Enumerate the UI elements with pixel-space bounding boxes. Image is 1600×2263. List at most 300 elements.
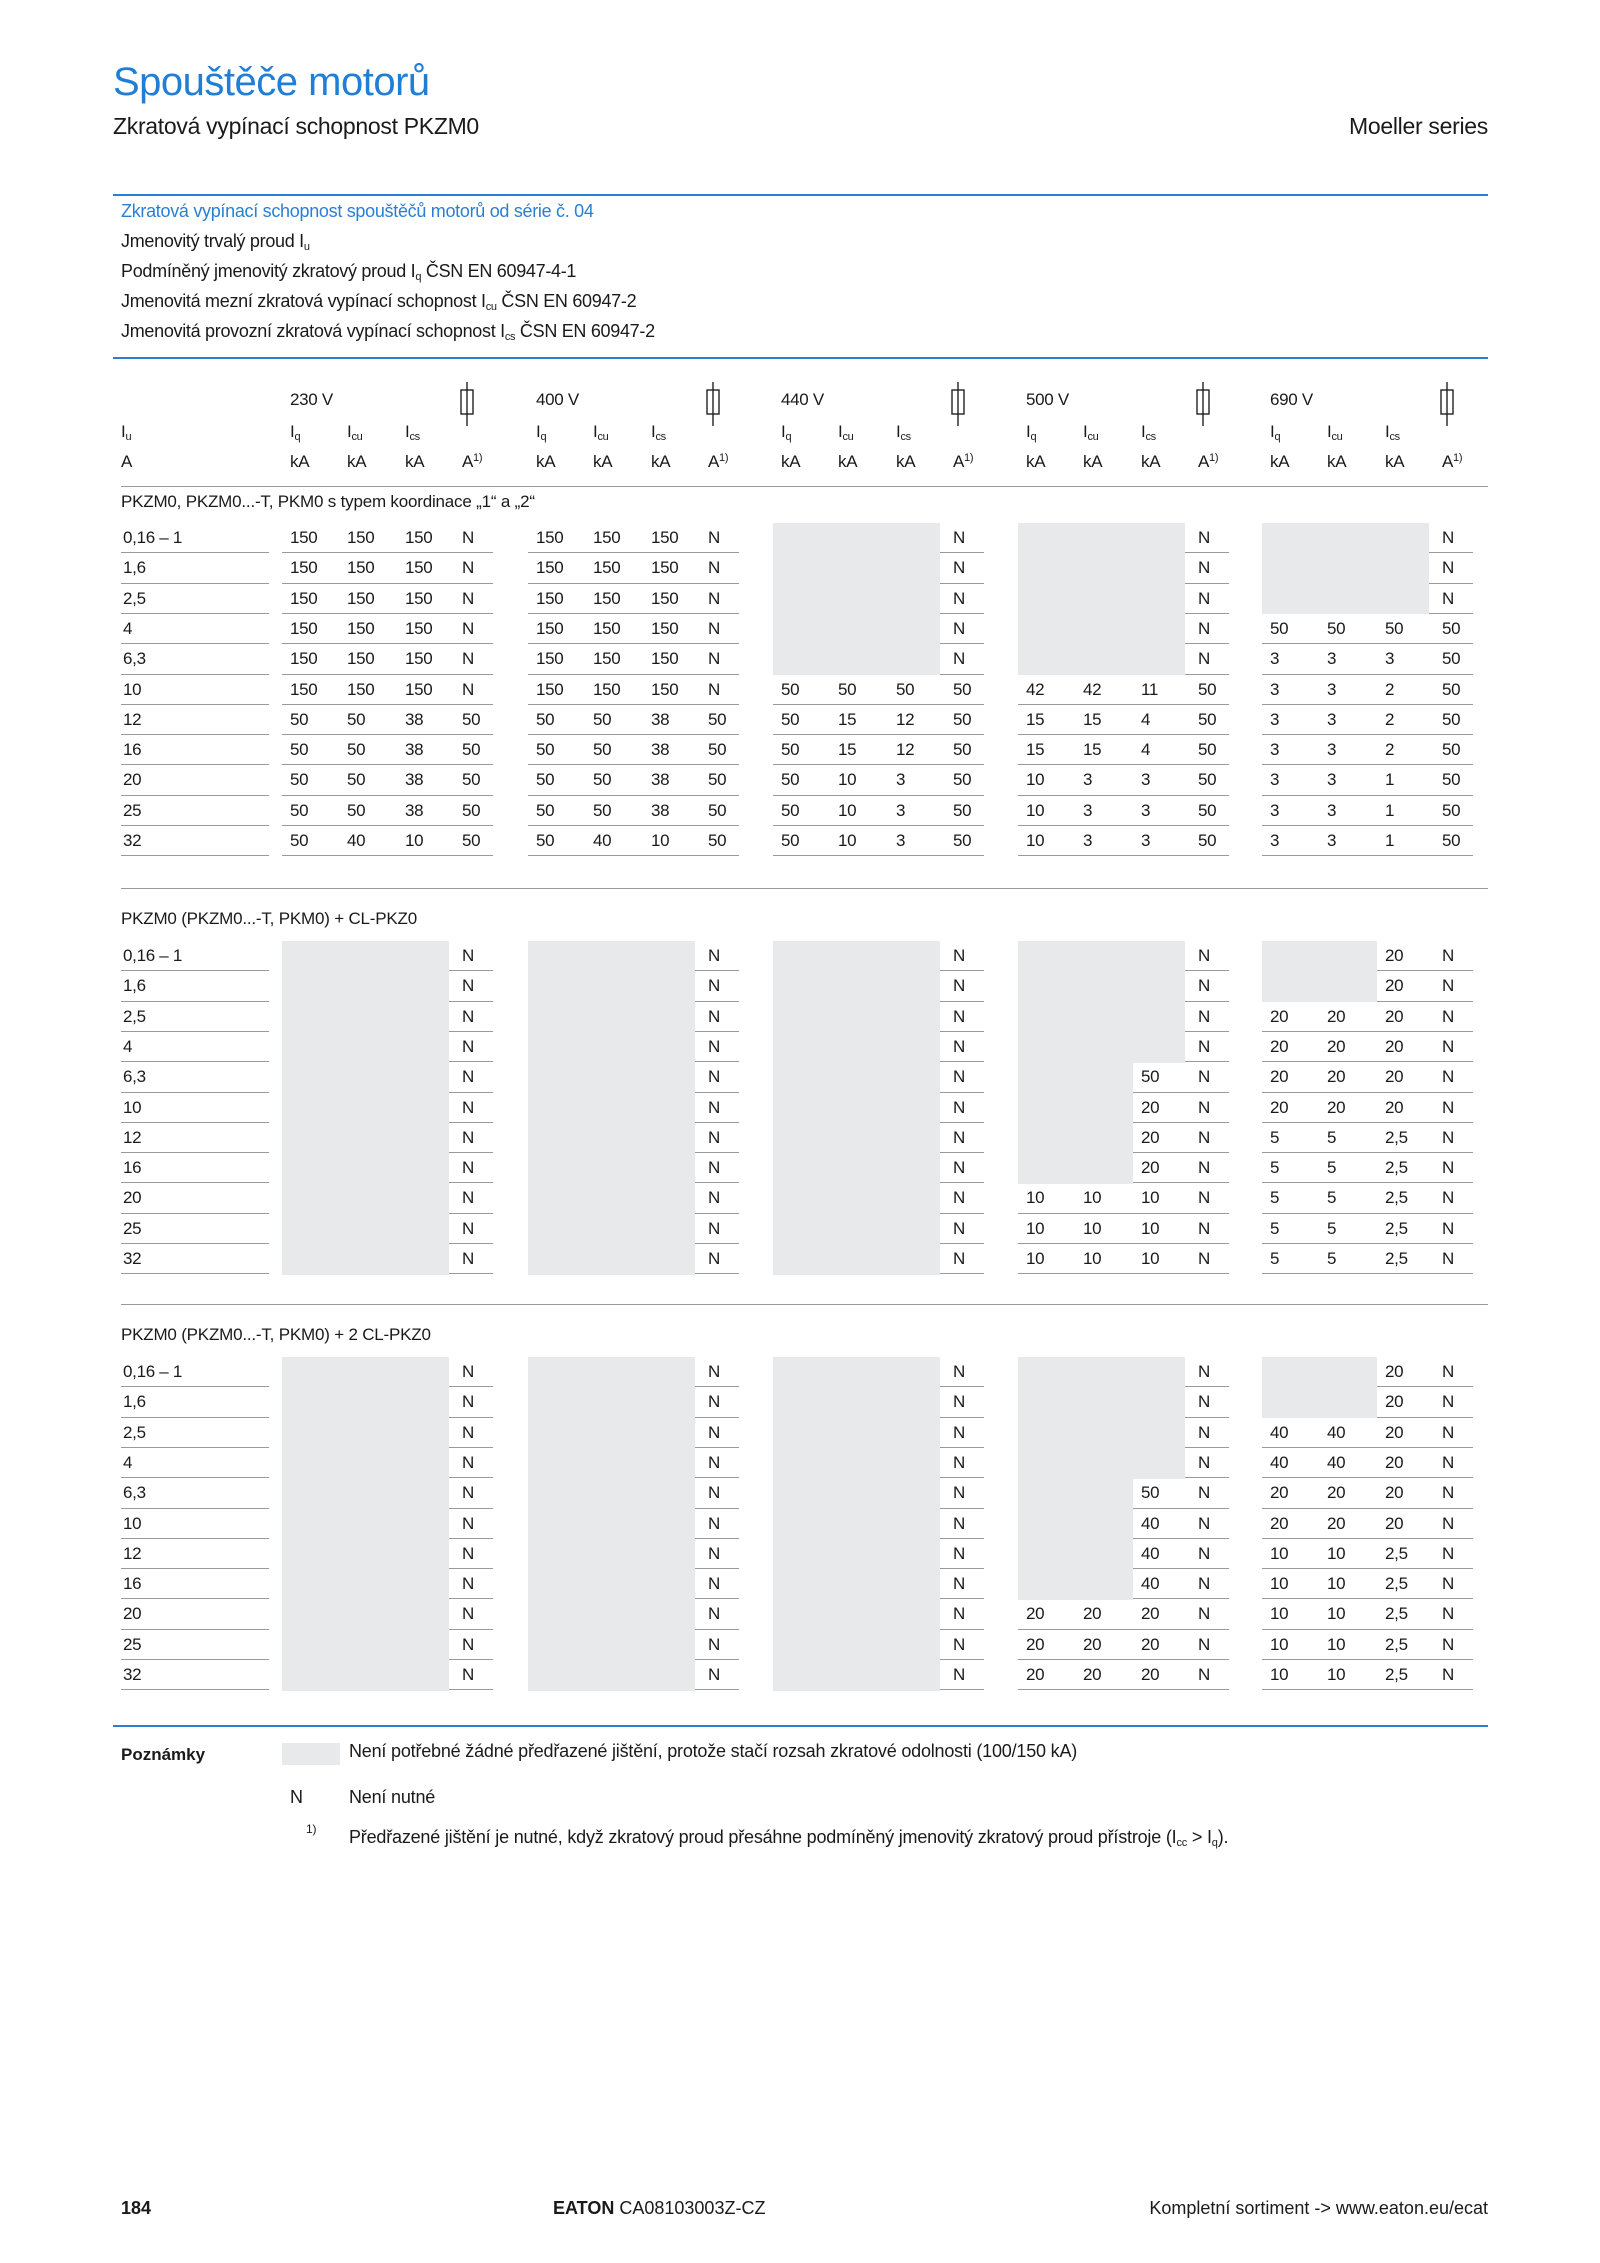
- table-cell: 150: [651, 649, 679, 669]
- shaded-cell: [773, 1599, 940, 1630]
- shaded-cell: [528, 1630, 695, 1661]
- table-cell: N: [708, 679, 720, 699]
- table-cell: 50: [347, 709, 366, 729]
- table-cell: 4: [1141, 740, 1151, 760]
- cell-rule: [940, 1689, 984, 1690]
- page-title: Spouštěče motorů: [113, 60, 430, 104]
- table-cell: 50: [708, 709, 727, 729]
- column-unit: kA: [1026, 452, 1046, 471]
- shaded-cell: [282, 1448, 449, 1479]
- table-cell: N: [953, 946, 965, 965]
- table-row-iu: 2,5: [123, 588, 146, 608]
- column-symbol: $I_{cu}$: [593, 422, 609, 443]
- shaded-cell: [773, 1509, 940, 1540]
- table-cell: N: [953, 1218, 965, 1238]
- voltage-header: 400 V: [536, 390, 579, 409]
- shaded-cell: [1262, 584, 1429, 615]
- shaded-cell: [282, 1214, 449, 1245]
- row-rule: [121, 1568, 269, 1569]
- table-cell: 50: [708, 800, 727, 820]
- table-row-iu: 16: [123, 740, 142, 760]
- table-cell: 150: [290, 528, 318, 547]
- table-cell: N: [462, 1127, 474, 1147]
- cell-rule: [1185, 855, 1229, 856]
- table-cell: N: [953, 1422, 965, 1442]
- table-cell: N: [708, 618, 720, 638]
- table-row-iu: 0,16 – 1: [123, 946, 183, 965]
- table-cell: 38: [651, 740, 670, 760]
- table-cell: 2: [1385, 740, 1395, 760]
- table-cell: 50: [536, 800, 555, 820]
- table-cell: 3: [1327, 649, 1337, 669]
- shaded-cell: [282, 1660, 449, 1691]
- shaded-cell: [528, 1509, 695, 1540]
- column-unit: kA: [781, 452, 801, 471]
- table-cell: 150: [651, 588, 679, 608]
- column-symbol: $I_q$: [781, 422, 792, 443]
- row-rule: [121, 764, 269, 765]
- cell-rule: [449, 855, 493, 856]
- row-rule: [121, 1659, 269, 1660]
- table-row-iu: 16: [123, 1158, 142, 1178]
- table-cell: 50: [1442, 831, 1461, 850]
- table-cell: 50: [896, 679, 915, 699]
- table-cell: 1: [1385, 831, 1395, 850]
- table-cell: 150: [347, 558, 375, 578]
- shaded-cell: [1018, 1032, 1185, 1063]
- table-cell: N: [708, 946, 720, 965]
- table-row-iu: 6,3: [123, 1067, 146, 1087]
- shaded-cell: [1018, 1509, 1133, 1540]
- column-symbol: $I_q$: [1270, 422, 1281, 443]
- column-symbol: $I_{cs}$: [1141, 422, 1156, 443]
- cell-rule: [940, 1273, 984, 1274]
- table-cell: 15: [1026, 740, 1045, 760]
- table-row-iu: 10: [123, 1513, 142, 1533]
- table-cell: 150: [536, 588, 564, 608]
- table-cell: N: [1442, 528, 1454, 547]
- table-cell: 50: [462, 709, 481, 729]
- footer-link[interactable]: Kompletní sortiment -> www.eaton.eu/ecat: [1149, 2198, 1488, 2218]
- table-cell: 50: [290, 709, 309, 729]
- table-cell: 10: [1026, 1218, 1045, 1238]
- row-rule: [121, 734, 269, 735]
- table-cell: 10: [1327, 1634, 1346, 1654]
- table-cell: N: [1442, 1188, 1454, 1208]
- shaded-cell: [1262, 941, 1377, 972]
- table-cell: 3: [1327, 679, 1337, 699]
- notes-shade-text: Není potřebné žádné předřazené jištění, protože stačí rozsah zkratové odolnosti (100/150 kA): [349, 1741, 1078, 1761]
- table-cell: 10: [1270, 1574, 1289, 1594]
- column-unit: kA: [1141, 452, 1161, 471]
- table-cell: 2,5: [1385, 1665, 1408, 1684]
- table-cell: N: [1442, 1097, 1454, 1117]
- table-cell: N: [1442, 1392, 1454, 1412]
- table-cell: N: [1442, 558, 1454, 578]
- table-cell: N: [953, 1249, 965, 1268]
- table-cell: 2,5: [1385, 1218, 1408, 1238]
- table-cell: 150: [347, 649, 375, 669]
- table-cell: N: [462, 1634, 474, 1654]
- table-cell: N: [1198, 976, 1210, 996]
- voltage-header: 500 V: [1026, 390, 1069, 409]
- shaded-cell: [1262, 1387, 1377, 1418]
- table-cell: N: [708, 558, 720, 578]
- table-cell: 20: [1385, 1006, 1404, 1026]
- shaded-cell: [773, 971, 940, 1002]
- table-cell: 150: [347, 618, 375, 638]
- table-row-iu: 25: [123, 1218, 142, 1238]
- table-cell: 150: [651, 618, 679, 638]
- table-cell: 20: [1385, 1483, 1404, 1503]
- table-cell: 50: [708, 740, 727, 760]
- table-cell: 50: [1198, 679, 1217, 699]
- table-cell: 15: [838, 709, 857, 729]
- table-cell: N: [953, 1634, 965, 1654]
- table-cell: 10: [1141, 1218, 1160, 1238]
- table-cell: N: [462, 1218, 474, 1238]
- column-symbol: $I_{cs}$: [405, 422, 420, 443]
- table-cell: N: [462, 558, 474, 578]
- table-cell: 50: [1270, 618, 1289, 638]
- footer-page-number: 184: [121, 2198, 152, 2218]
- shaded-cell: [1018, 1153, 1133, 1184]
- table-cell: N: [462, 1158, 474, 1178]
- table-cell: N: [1198, 1006, 1210, 1026]
- table-cell: 50: [838, 679, 857, 699]
- cell-rule: [940, 855, 984, 856]
- table-cell: N: [1198, 1158, 1210, 1178]
- section-title: PKZM0 (PKZM0...-T, PKM0) + 2 CL-PKZ0: [121, 1325, 431, 1344]
- table-cell: N: [708, 1483, 720, 1503]
- table-cell: N: [708, 649, 720, 669]
- column-unit: kA: [1083, 452, 1103, 471]
- table-cell: 150: [405, 679, 433, 699]
- shaded-cell: [773, 1387, 940, 1418]
- table-cell: 20: [1327, 1006, 1346, 1026]
- cell-rule: [1262, 855, 1429, 856]
- table-cell: 15: [838, 740, 857, 760]
- table-cell: 50: [953, 770, 972, 790]
- shaded-cell: [773, 1569, 940, 1600]
- footer-catalog: [553, 2198, 765, 2219]
- shaded-cell: [528, 1123, 695, 1154]
- shaded-cell: [282, 1093, 449, 1124]
- table-cell: N: [462, 618, 474, 638]
- row-rule: [121, 1243, 269, 1244]
- table-cell: 3: [1141, 800, 1151, 820]
- shaded-cell: [528, 1183, 695, 1214]
- table-cell: N: [953, 1127, 965, 1147]
- table-cell: 5: [1327, 1218, 1337, 1238]
- shaded-cell: [773, 523, 940, 554]
- shaded-cell: [528, 1214, 695, 1245]
- shaded-cell: [1018, 1478, 1133, 1509]
- shaded-cell: [282, 971, 449, 1002]
- table-cell: 150: [405, 588, 433, 608]
- shaded-cell: [528, 1418, 695, 1449]
- table-cell: 50: [593, 800, 612, 820]
- column-unit: kA: [593, 452, 613, 471]
- table-cell: 50: [347, 800, 366, 820]
- table-cell: N: [462, 1249, 474, 1268]
- table-cell: N: [462, 1006, 474, 1026]
- shaded-cell: [773, 1478, 940, 1509]
- table-cell: 50: [781, 800, 800, 820]
- table-cell: 50: [1198, 831, 1217, 850]
- table-cell: N: [1198, 1392, 1210, 1412]
- table-cell: 50: [462, 831, 481, 850]
- table-cell: 3: [1327, 770, 1337, 790]
- table-cell: 50: [953, 679, 972, 699]
- table-cell: 5: [1270, 1127, 1280, 1147]
- table-cell: N: [953, 1036, 965, 1056]
- table-cell: N: [1442, 1006, 1454, 1026]
- table-cell: 2,5: [1385, 1127, 1408, 1147]
- table-cell: 150: [536, 649, 564, 669]
- table-cell: 20: [1083, 1634, 1102, 1654]
- table-cell: 20: [1270, 1097, 1289, 1117]
- table-cell: 150: [405, 649, 433, 669]
- shaded-cell: [1018, 1093, 1133, 1124]
- table-cell: 20: [1385, 976, 1404, 996]
- shaded-cell: [773, 1214, 940, 1245]
- shaded-cell: [773, 584, 940, 615]
- column-unit: kA: [405, 452, 425, 471]
- row-rule: [121, 1122, 269, 1123]
- table-row-iu: 25: [123, 1634, 142, 1654]
- shaded-cell: [528, 1448, 695, 1479]
- table-cell: N: [1198, 618, 1210, 638]
- shaded-cell: [528, 971, 695, 1002]
- table-cell: 10: [1026, 1188, 1045, 1208]
- table-cell: 150: [593, 558, 621, 578]
- shaded-cell: [773, 644, 940, 675]
- shaded-cell: [773, 1093, 940, 1124]
- table-cell: 15: [1083, 709, 1102, 729]
- table-cell: N: [708, 1422, 720, 1442]
- table-cell: 50: [536, 709, 555, 729]
- shaded-cell: [773, 553, 940, 584]
- column-unit: kA: [347, 452, 367, 471]
- shaded-cell: [528, 1539, 695, 1570]
- table-cell: N: [1198, 1188, 1210, 1208]
- table-cell: 3: [1270, 649, 1280, 669]
- table-cell: 10: [1327, 1665, 1346, 1684]
- table-cell: 150: [593, 528, 621, 547]
- table-cell: 3: [1270, 740, 1280, 760]
- table-cell: 50: [1442, 649, 1461, 669]
- table-cell: 38: [405, 800, 424, 820]
- table-cell: 3: [896, 831, 906, 850]
- table-cell: 20: [1385, 1392, 1404, 1412]
- table-cell: 2: [1385, 679, 1395, 699]
- intro-heading: Zkratová vypínací schopnost spouštěčů motorů od série č. 04: [121, 201, 594, 221]
- table-cell: 12: [896, 740, 915, 760]
- table-cell: N: [708, 1543, 720, 1563]
- column-unit: $A^{1)}$: [1198, 452, 1219, 471]
- table-cell: 50: [462, 800, 481, 820]
- table-cell: N: [953, 1067, 965, 1087]
- shaded-cell: [282, 1183, 449, 1214]
- table-cell: 50: [593, 770, 612, 790]
- table-cell: 3: [1270, 679, 1280, 699]
- cell-rule: [1262, 734, 1429, 735]
- table-cell: 10: [1026, 770, 1045, 790]
- table-cell: 10: [1026, 800, 1045, 820]
- table-cell: 15: [1026, 709, 1045, 729]
- table-cell: 50: [290, 831, 309, 850]
- cell-rule: [1429, 1273, 1473, 1274]
- table-row-iu: 25: [123, 800, 142, 820]
- table-cell: N: [1198, 1665, 1210, 1684]
- table-cell: 5: [1270, 1188, 1280, 1208]
- intro-line: Podmíněný jmenovitý zkratový proud $I_q$ ČSN EN 60947-4-1: [121, 261, 577, 283]
- table-cell: N: [1198, 1249, 1210, 1268]
- table-cell: 150: [290, 649, 318, 669]
- table-cell: 50: [1442, 800, 1461, 820]
- shaded-cell: [1018, 1062, 1133, 1093]
- cell-rule: [449, 1273, 493, 1274]
- table-cell: 11: [1141, 679, 1159, 699]
- table-cell: 20: [1327, 1513, 1346, 1533]
- shaded-cell: [282, 1123, 449, 1154]
- table-row-iu: 0,16 – 1: [123, 1362, 183, 1381]
- table-cell: N: [1198, 1422, 1210, 1442]
- table-cell: 38: [651, 709, 670, 729]
- table-cell: 10: [838, 831, 857, 850]
- column-unit: $A^{1)}$: [462, 452, 483, 471]
- table-cell: 3: [1083, 800, 1093, 820]
- fuse-icon: [1440, 382, 1454, 414]
- table-cell: 2,5: [1385, 1158, 1408, 1178]
- notes-shade-swatch: [282, 1743, 340, 1765]
- table-cell: 50: [1327, 618, 1346, 638]
- table-cell: 10: [1141, 1188, 1160, 1208]
- table-row-iu: 20: [123, 770, 142, 790]
- table-cell: 150: [290, 618, 318, 638]
- table-cell: 150: [651, 528, 679, 547]
- table-cell: N: [462, 946, 474, 965]
- table-cell: 20: [1083, 1604, 1102, 1624]
- table-cell: 10: [1270, 1604, 1289, 1624]
- table-cell: N: [1442, 1452, 1454, 1472]
- row-rule: [121, 795, 269, 796]
- voltage-header: 440 V: [781, 390, 824, 409]
- table-row-iu: 32: [123, 1665, 142, 1684]
- shaded-cell: [282, 1032, 449, 1063]
- table-cell: 38: [405, 740, 424, 760]
- table-cell: 2,5: [1385, 1604, 1408, 1624]
- fuse-icon: [706, 382, 720, 414]
- shaded-cell: [282, 1002, 449, 1033]
- table-cell: N: [1198, 558, 1210, 578]
- column-unit: $A^{1)}$: [708, 452, 729, 471]
- cell-rule: [1262, 704, 1429, 705]
- section-rule: [121, 1304, 1488, 1305]
- table-cell: 150: [405, 618, 433, 638]
- table-cell: N: [462, 1513, 474, 1533]
- shaded-cell: [528, 1032, 695, 1063]
- table-cell: N: [708, 1604, 720, 1624]
- table-cell: N: [462, 1483, 474, 1503]
- column-unit: kA: [651, 452, 671, 471]
- row-rule: [121, 855, 269, 856]
- table-cell: 3: [1270, 709, 1280, 729]
- table-cell: 20: [1385, 1097, 1404, 1117]
- table-cell: N: [1198, 1218, 1210, 1238]
- table-cell: N: [1442, 1067, 1454, 1087]
- table-cell: 10: [1327, 1574, 1346, 1594]
- cell-rule: [695, 1689, 739, 1690]
- table-cell: 38: [651, 770, 670, 790]
- table-cell: 20: [1327, 1036, 1346, 1056]
- shaded-cell: [282, 941, 449, 972]
- table-cell: N: [708, 1513, 720, 1533]
- shaded-cell: [528, 1093, 695, 1124]
- table-cell: N: [1442, 976, 1454, 996]
- table-row-iu: 1,6: [123, 558, 146, 578]
- header-rule: [121, 486, 1488, 487]
- table-cell: 20: [1270, 1483, 1289, 1503]
- table-cell: 50: [1442, 679, 1461, 699]
- shaded-cell: [282, 1599, 449, 1630]
- table-row-iu: 10: [123, 679, 142, 699]
- row-header-symbol: $I_u$: [121, 422, 132, 443]
- column-unit: kA: [1327, 452, 1347, 471]
- shaded-cell: [1262, 1357, 1377, 1388]
- table-cell: 3: [1270, 800, 1280, 820]
- table-cell: 50: [1198, 770, 1217, 790]
- table-cell: 40: [1141, 1513, 1160, 1533]
- shaded-cell: [773, 614, 940, 645]
- table-cell: N: [1442, 1422, 1454, 1442]
- table-divider: [113, 357, 1488, 359]
- table-cell: 3: [1327, 831, 1337, 850]
- table-cell: N: [708, 976, 720, 996]
- table-cell: 20: [1385, 1452, 1404, 1472]
- table-cell: 150: [593, 618, 621, 638]
- table-cell: 150: [536, 528, 564, 547]
- shaded-cell: [528, 1244, 695, 1275]
- row-rule: [121, 825, 269, 826]
- shaded-cell: [1018, 1448, 1185, 1479]
- shaded-cell: [1018, 553, 1185, 584]
- table-cell: 50: [708, 770, 727, 790]
- table-cell: N: [953, 1006, 965, 1026]
- table-cell: N: [953, 1452, 965, 1472]
- shaded-cell: [282, 1153, 449, 1184]
- table-cell: N: [462, 1362, 474, 1381]
- series-label: Moeller series: [1349, 113, 1488, 139]
- table-cell: N: [1198, 1574, 1210, 1594]
- table-cell: 50: [953, 800, 972, 820]
- table-cell: 50: [1198, 800, 1217, 820]
- column-unit: $A^{1)}$: [953, 452, 974, 471]
- table-cell: N: [708, 1036, 720, 1056]
- table-row-iu: 4: [123, 1036, 133, 1056]
- table-cell: N: [462, 976, 474, 996]
- shaded-cell: [1262, 971, 1377, 1002]
- section-title: PKZM0, PKZM0...-T, PKM0 s typem koordinace „1“ a „2“: [121, 492, 535, 511]
- table-cell: 150: [347, 679, 375, 699]
- table-cell: 40: [347, 831, 366, 850]
- table-cell: N: [953, 1604, 965, 1624]
- table-cell: 10: [1270, 1543, 1289, 1563]
- table-cell: N: [462, 588, 474, 608]
- notes-n-text: Není nutné: [349, 1787, 436, 1807]
- notes-n-symbol: N: [290, 1787, 303, 1807]
